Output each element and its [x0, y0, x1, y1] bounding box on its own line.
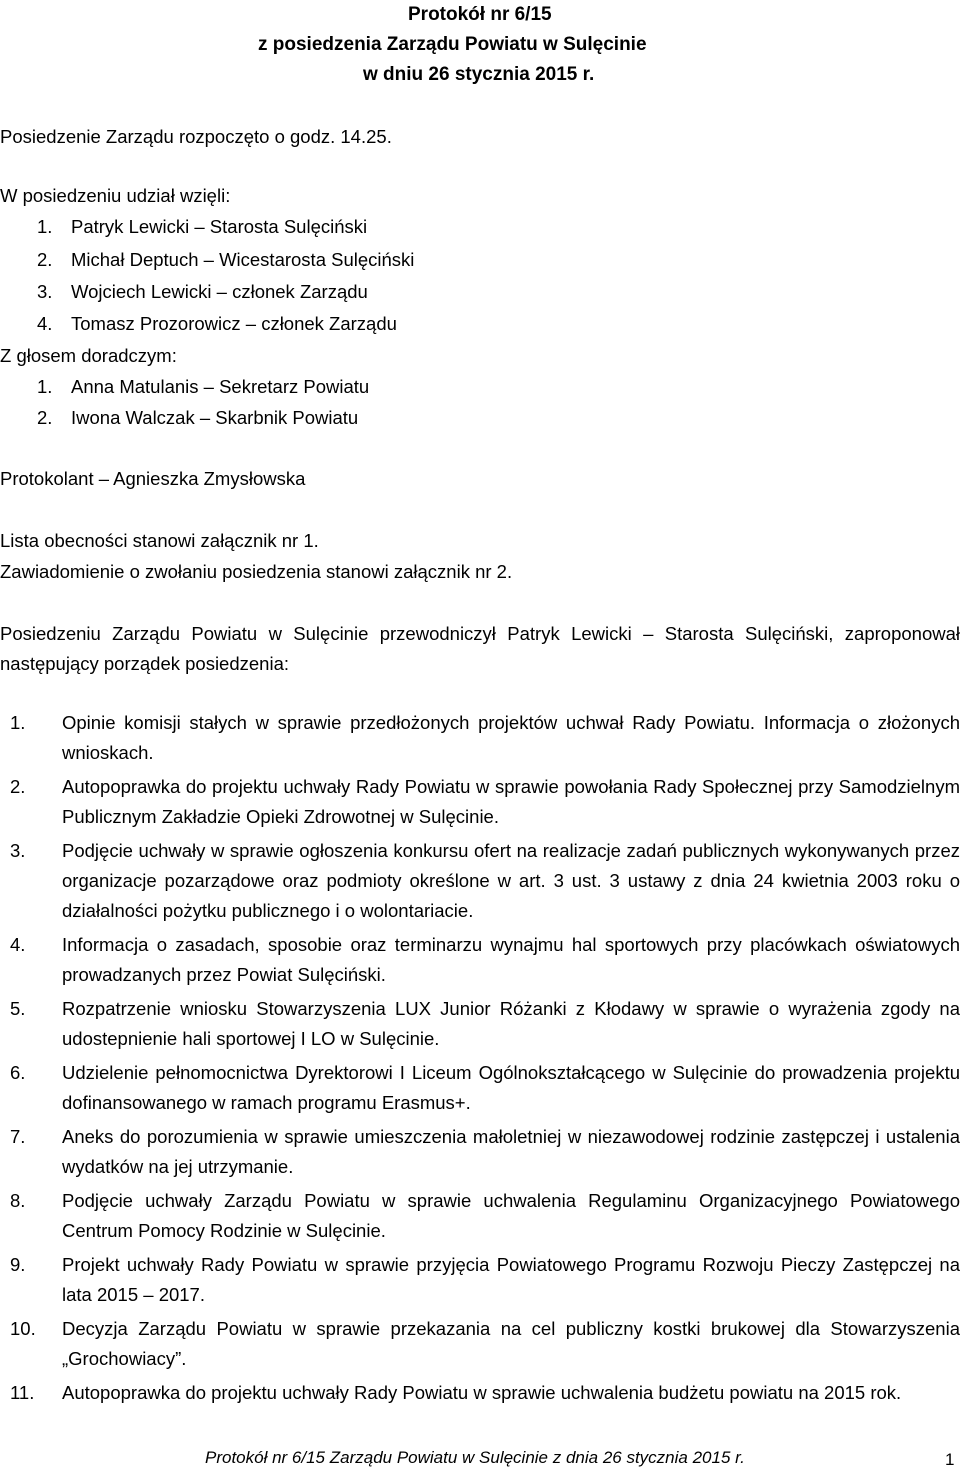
agenda-item — [10, 708, 960, 768]
advisory-number: 1. — [37, 376, 53, 397]
participant-text: Patryk Lewicki – Starosta Sulęciński — [71, 216, 368, 237]
agenda-item-text: Decyzja Zarządu Powiatu w sprawie przekazania na cel publiczny kostki brukowej dla Stowarzyszenia „Grochowiacy”. — [62, 1318, 960, 1369]
agenda-item-number: 5. — [10, 998, 26, 1019]
document-title: Protokół nr 6/15 — [408, 4, 552, 25]
agenda-item-number: 4. — [10, 934, 26, 955]
agenda-item — [10, 994, 960, 1054]
agenda-intro: Posiedzeniu Zarządu Powiatu w Sulęcinie przewodniczył Patryk Lewicki – Starosta Sulęciński, zaproponował następujący porządek posiedzenia: — [0, 623, 960, 674]
participant-item — [37, 212, 367, 242]
agenda-item-text: Projekt uchwały Rady Powiatu w sprawie przyjęcia Powiatowego Programu Rozwoju Pieczy Zastępczej na lata 2015 – 2017. — [62, 1254, 960, 1305]
advisory-item — [37, 403, 358, 433]
agenda-item-number: 1. — [10, 712, 26, 733]
participant-item — [37, 309, 397, 339]
document-subtitle: z posiedzenia Zarządu Powiatu w Sulęcinie — [258, 34, 647, 55]
agenda-item-number: 3. — [10, 840, 26, 861]
agenda-item — [10, 1186, 960, 1246]
agenda-item — [10, 1250, 960, 1310]
advisory-item — [37, 372, 369, 402]
participants-heading: W posiedzeniu udział wzięli: — [0, 185, 231, 206]
agenda-item-number: 9. — [10, 1254, 26, 1275]
attachment-line: Lista obecności stanowi załącznik nr 1. — [0, 530, 319, 551]
agenda-item — [10, 836, 960, 926]
page-footer: Protokół nr 6/15 Zarządu Powiatu w Sulęcinie z dnia 26 stycznia 2015 r. — [205, 1448, 745, 1467]
agenda-item-number: 10. — [10, 1318, 36, 1339]
participant-number: 4. — [37, 313, 53, 334]
participant-number: 1. — [37, 216, 53, 237]
participant-text: Tomasz Prozorowicz – członek Zarządu — [71, 313, 397, 334]
agenda-item-number: 6. — [10, 1062, 26, 1083]
agenda-item-number: 11. — [10, 1382, 35, 1403]
agenda-item-text: Autopoprawka do projektu uchwały Rady Powiatu w sprawie powołania Rady Społecznej przy Samodzielnym Publicznym Zakładzie Opieki Zdrowotnej w Sulęcinie. — [62, 776, 960, 827]
advisory-number: 2. — [37, 407, 53, 428]
agenda-item-text: Opinie komisji stałych w sprawie przedłożonych projektów uchwał Rady Powiatu. Informacja o złożonych wnioskach. — [62, 712, 960, 763]
advisory-text: Anna Matulanis – Sekretarz Powiatu — [71, 376, 370, 397]
participant-text: Michał Deptuch – Wicestarosta Sulęciński — [71, 249, 415, 270]
agenda-item-text: Rozpatrzenie wniosku Stowarzyszenia LUX Junior Różanki z Kłodawy w sprawie o wyrażenia zgody na udostepnienie hali sportowej I LO w Sulęcinie. — [62, 998, 960, 1049]
agenda-item — [10, 930, 960, 990]
attachment-line: Zawiadomienie o zwołaniu posiedzenia stanowi załącznik nr 2. — [0, 561, 513, 582]
participant-item — [37, 245, 414, 275]
agenda-item — [10, 1378, 960, 1408]
advisory-heading: Z głosem doradczym: — [0, 345, 177, 366]
page-number: 1 — [945, 1450, 955, 1469]
document-date: w dniu 26 stycznia 2015 r. — [363, 64, 595, 85]
agenda-item-text: Udzielenie pełnomocnictwa Dyrektorowi I Liceum Ogólnokształcącego w Sulęcinie do prowadzenia projektu dofinansowanego w ramach programu Erasmus+. — [62, 1062, 960, 1113]
agenda-item-text: Autopoprawka do projektu uchwały Rady Powiatu w sprawie uchwalenia budżetu powiatu na 2015 rok. — [62, 1382, 902, 1403]
opening-time: Posiedzenie Zarządu rozpoczęto o godz. 14.25. — [0, 126, 392, 147]
participant-item — [37, 277, 368, 307]
participant-number: 3. — [37, 281, 53, 302]
agenda-list — [10, 708, 960, 1412]
agenda-item — [10, 1314, 960, 1374]
agenda-item — [10, 772, 960, 832]
agenda-item-number: 2. — [10, 776, 26, 797]
agenda-item-text: Informacja o zasadach, sposobie oraz terminarzu wynajmu hal sportowych przy placówkach oświatowych prowadzanych przez Powiat Sulęciński. — [62, 934, 960, 985]
participant-number: 2. — [37, 249, 53, 270]
agenda-item — [10, 1058, 960, 1118]
recorder-line: Protokolant – Agnieszka Zmysłowska — [0, 468, 306, 489]
participant-text: Wojciech Lewicki – członek Zarządu — [71, 281, 368, 302]
agenda-item-number: 7. — [10, 1126, 26, 1147]
agenda-item — [10, 1122, 960, 1182]
agenda-item-number: 8. — [10, 1190, 26, 1211]
agenda-item-text: Podjęcie uchwały Zarządu Powiatu w sprawie uchwalenia Regulaminu Organizacyjnego Powiatowego Centrum Pomocy Rodzinie w Sulęcinie. — [62, 1190, 960, 1241]
agenda-item-text: Aneks do porozumienia w sprawie umieszczenia małoletniej w niezawodowej rodzinie zastępczej i ustalenia wydatków na jej utrzymanie. — [62, 1126, 960, 1177]
advisory-text: Iwona Walczak – Skarbnik Powiatu — [71, 407, 359, 428]
agenda-item-text: Podjęcie uchwały w sprawie ogłoszenia konkursu ofert na realizacje zadań publicznych wykonywanych przez organizacje pozarządowe oraz podmioty określone w art. 3 ust. 3 ustawy z dnia 24 kwietnia 2003 roku o działalności pożytku publicznego i o wolontariacie. — [62, 840, 960, 921]
